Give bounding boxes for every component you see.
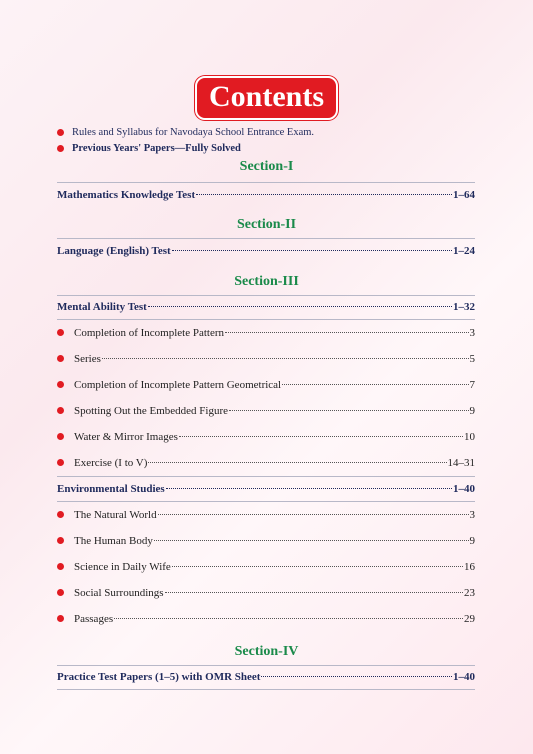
- divider: [57, 182, 475, 183]
- subentry-page: 23: [464, 587, 475, 599]
- subentry-label: Water & Mirror Images: [74, 431, 178, 443]
- divider: [57, 689, 475, 690]
- subentry-page: 9: [469, 535, 475, 547]
- bullet-icon: [57, 145, 64, 152]
- toc-subentry[interactable]: [57, 613, 475, 625]
- bullet-icon: [57, 537, 64, 544]
- entry-label: Mental Ability Test: [57, 301, 147, 313]
- subentry-label: Passages: [74, 613, 114, 625]
- subentry-label: Completion of Incomplete Pattern: [74, 327, 224, 339]
- entry-label: Practice Test Papers (1–5) with OMR Sheet: [57, 671, 261, 683]
- dot-leader: [282, 384, 468, 385]
- section-heading: Section-IV: [234, 644, 299, 659]
- toc-entry[interactable]: [57, 189, 475, 201]
- bullet-icon: [57, 329, 64, 336]
- bullet-icon: [57, 433, 64, 440]
- entry-page: 1–32: [453, 301, 475, 313]
- subentry-label: Exercise (I to V): [74, 457, 148, 469]
- dot-leader: [172, 566, 463, 567]
- dot-leader: [179, 436, 463, 437]
- toc-subentry[interactable]: [57, 431, 475, 443]
- dot-leader: [158, 514, 469, 515]
- subentry-label: The Natural World: [74, 509, 157, 521]
- dot-leader: [225, 332, 469, 333]
- dot-leader: [148, 462, 446, 463]
- dot-leader: [148, 306, 452, 307]
- subentry-page: 29: [464, 613, 475, 625]
- bullet-icon: [57, 459, 64, 466]
- page-title: Contents: [195, 76, 338, 120]
- divider: [57, 295, 475, 296]
- subentry-label: Science in Daily Wife: [74, 561, 171, 573]
- subentry-label: Series: [74, 353, 101, 365]
- toc-subentry[interactable]: [57, 457, 475, 469]
- toc-subentry[interactable]: [57, 509, 475, 521]
- subentry-label: Completion of Incomplete Pattern Geometrical: [74, 379, 282, 391]
- section-heading: Section-I: [239, 159, 294, 174]
- subentry-page: 7: [469, 379, 475, 391]
- bullet-icon: [57, 407, 64, 414]
- dot-leader: [229, 410, 469, 411]
- entry-page: 1–24: [453, 245, 475, 257]
- subentry-label: Spotting Out the Embedded Figure: [74, 405, 228, 417]
- subentry-page: 3: [469, 327, 475, 339]
- toc-subentry[interactable]: [57, 353, 475, 365]
- bullet-icon: [57, 563, 64, 570]
- divider: [57, 238, 475, 239]
- intro-text: Rules and Syllabus for Navodaya School Entrance Exam.: [72, 127, 315, 138]
- toc-subentry[interactable]: [57, 379, 475, 391]
- toc-entry[interactable]: [57, 301, 475, 313]
- subentry-page: 9: [469, 405, 475, 417]
- entry-page: 1–64: [453, 189, 475, 201]
- subentry-label: The Human Body: [74, 535, 153, 547]
- intro-item: [57, 127, 477, 138]
- intro-item: [57, 143, 477, 154]
- dot-leader: [166, 488, 452, 489]
- dot-leader: [102, 358, 469, 359]
- entry-page: 1–40: [453, 483, 475, 495]
- toc-subentry[interactable]: [57, 405, 475, 417]
- section-heading: Section-II: [236, 217, 297, 232]
- bullet-icon: [57, 511, 64, 518]
- toc-entry[interactable]: [57, 483, 475, 495]
- toc-subentry[interactable]: [57, 535, 475, 547]
- bullet-icon: [57, 129, 64, 136]
- bullet-icon: [57, 355, 64, 362]
- toc-entry[interactable]: [57, 671, 475, 683]
- bullet-icon: [57, 381, 64, 388]
- divider: [57, 319, 475, 320]
- toc-subentry[interactable]: [57, 561, 475, 573]
- bullet-icon: [57, 589, 64, 596]
- dot-leader: [261, 676, 452, 677]
- subentry-page: 16: [464, 561, 475, 573]
- entry-label: Language (English) Test: [57, 245, 171, 257]
- subentry-page: 5: [469, 353, 475, 365]
- dot-leader: [154, 540, 469, 541]
- intro-text: Previous Years' Papers—Fully Solved: [72, 143, 241, 154]
- subentry-page: 14–31: [447, 457, 475, 469]
- toc-subentry[interactable]: [57, 587, 475, 599]
- title-wrap: [0, 76, 533, 120]
- divider: [57, 665, 475, 666]
- section-heading: Section-III: [234, 274, 299, 289]
- toc-subentry[interactable]: [57, 327, 475, 339]
- divider: [57, 501, 475, 502]
- toc-entry[interactable]: [57, 245, 475, 257]
- entry-label: Environmental Studies: [57, 483, 165, 495]
- dot-leader: [172, 250, 452, 251]
- dot-leader: [114, 618, 463, 619]
- entry-page: 1–40: [453, 671, 475, 683]
- entry-label: Mathematics Knowledge Test: [57, 189, 196, 201]
- dot-leader: [196, 194, 452, 195]
- bullet-icon: [57, 615, 64, 622]
- subentry-label: Social Surroundings: [74, 587, 164, 599]
- subentry-page: 10: [464, 431, 475, 443]
- dot-leader: [165, 592, 463, 593]
- subentry-page: 3: [469, 509, 475, 521]
- divider: [57, 476, 475, 477]
